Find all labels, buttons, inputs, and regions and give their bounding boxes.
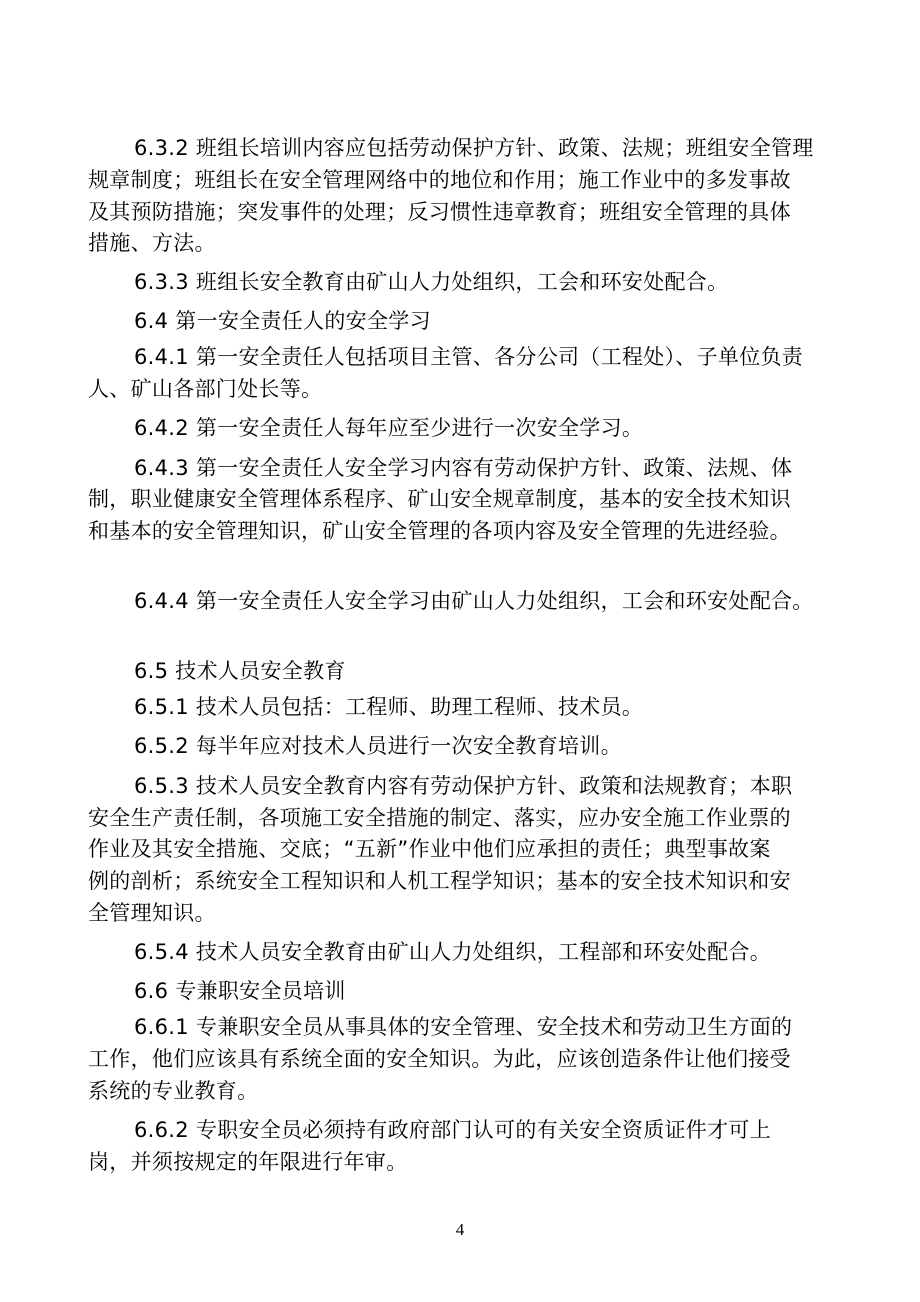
paragraph-6-5-1-line-1: 6.5.1 技术人员包括：工程师、助理工程师、技术员。	[134, 695, 644, 719]
paragraph-6-3-2-line-3: 及其预防措施；突发事件的处理；反习惯性违章教育；班组安全管理的具体	[88, 200, 791, 224]
paragraph-6-4-1-line-2: 人、矿山各部门处长等。	[88, 377, 323, 401]
section-heading-6-4: 6.4 第一安全责任人的安全学习	[134, 309, 431, 333]
paragraph-6-4-3-line-3: 和基本的安全管理知识，矿山安全管理的各项内容及安全管理的先进经验。	[88, 519, 791, 543]
paragraph-6-3-2-line-4: 措施、方法。	[88, 231, 216, 255]
paragraph-6-5-3-line-4: 例的剖析；系统安全工程知识和人机工程学知识；基本的安全技术知识和安	[88, 869, 791, 893]
section-heading-6-5: 6.5 技术人员安全教育	[134, 659, 346, 683]
paragraph-6-5-3-line-2: 安全生产责任制，各项施工安全措施的制定、落实，应办安全施工作业票的	[88, 806, 791, 830]
paragraph-6-6-2-line-2: 岗，并须按规定的年限进行年审。	[88, 1150, 408, 1174]
paragraph-6-6-1-line-1: 6.6.1 专兼职安全员从事具体的安全管理、安全技术和劳动卫生方面的	[134, 1015, 793, 1039]
paragraph-6-5-3-line-5: 全管理知识。	[88, 901, 216, 925]
paragraph-6-3-2-line-2: 规章制度；班组长在安全管理网络中的地位和作用；施工作业中的多发事故	[88, 168, 791, 192]
paragraph-6-4-3-line-1: 6.4.3 第一安全责任人安全学习内容有劳动保护方针、政策、法规、体	[134, 456, 793, 480]
paragraph-6-3-3-line-1: 6.3.3 班组长安全教育由矿山人力处组织，工会和环安处配合。	[134, 270, 729, 294]
paragraph-6-6-2-line-1: 6.6.2 专职安全员必须持有政府部门认可的有关安全资质证件才可上	[134, 1118, 772, 1142]
section-heading-6-6: 6.6 专兼职安全员培训	[134, 979, 346, 1003]
paragraph-6-6-1-line-2: 工作，他们应该具有系统全面的安全知识。为此，应该创造条件让他们接受	[88, 1047, 791, 1071]
paragraph-6-5-4-line-1: 6.5.4 技术人员安全教育由矿山人力处组织，工程部和环安处配合。	[134, 940, 772, 964]
page-number: 4	[455, 1220, 465, 1239]
paragraph-6-3-2-line-1: 6.3.2 班组长培训内容应包括劳动保护方针、政策、法规；班组安全管理	[134, 136, 814, 160]
paragraph-6-5-2-line-1: 6.5.2 每半年应对技术人员进行一次安全教育培训。	[134, 734, 622, 758]
paragraph-6-6-1-line-3: 系统的专业教育。	[88, 1079, 259, 1103]
paragraph-6-4-4-line-1: 6.4.4 第一安全责任人安全学习由矿山人力处组织，工会和环安处配合。	[134, 589, 814, 613]
paragraph-6-5-3-line-3: 作业及其安全措施、交底；“五新”作业中他们应承担的责任；典型事故案	[88, 837, 771, 861]
paragraph-6-4-1-line-1: 6.4.1 第一安全责任人包括项目主管、各分公司（工程处）、子单位负责	[134, 345, 804, 369]
paragraph-6-4-3-line-2: 制，职业健康安全管理体系程序、矿山安全规章制度，基本的安全技术知识	[88, 487, 791, 511]
paragraph-6-5-3-line-1: 6.5.3 技术人员安全教育内容有劳动保护方针、政策和法规教育；本职	[134, 774, 793, 798]
paragraph-6-4-2-line-1: 6.4.2 第一安全责任人每年应至少进行一次安全学习。	[134, 416, 644, 440]
